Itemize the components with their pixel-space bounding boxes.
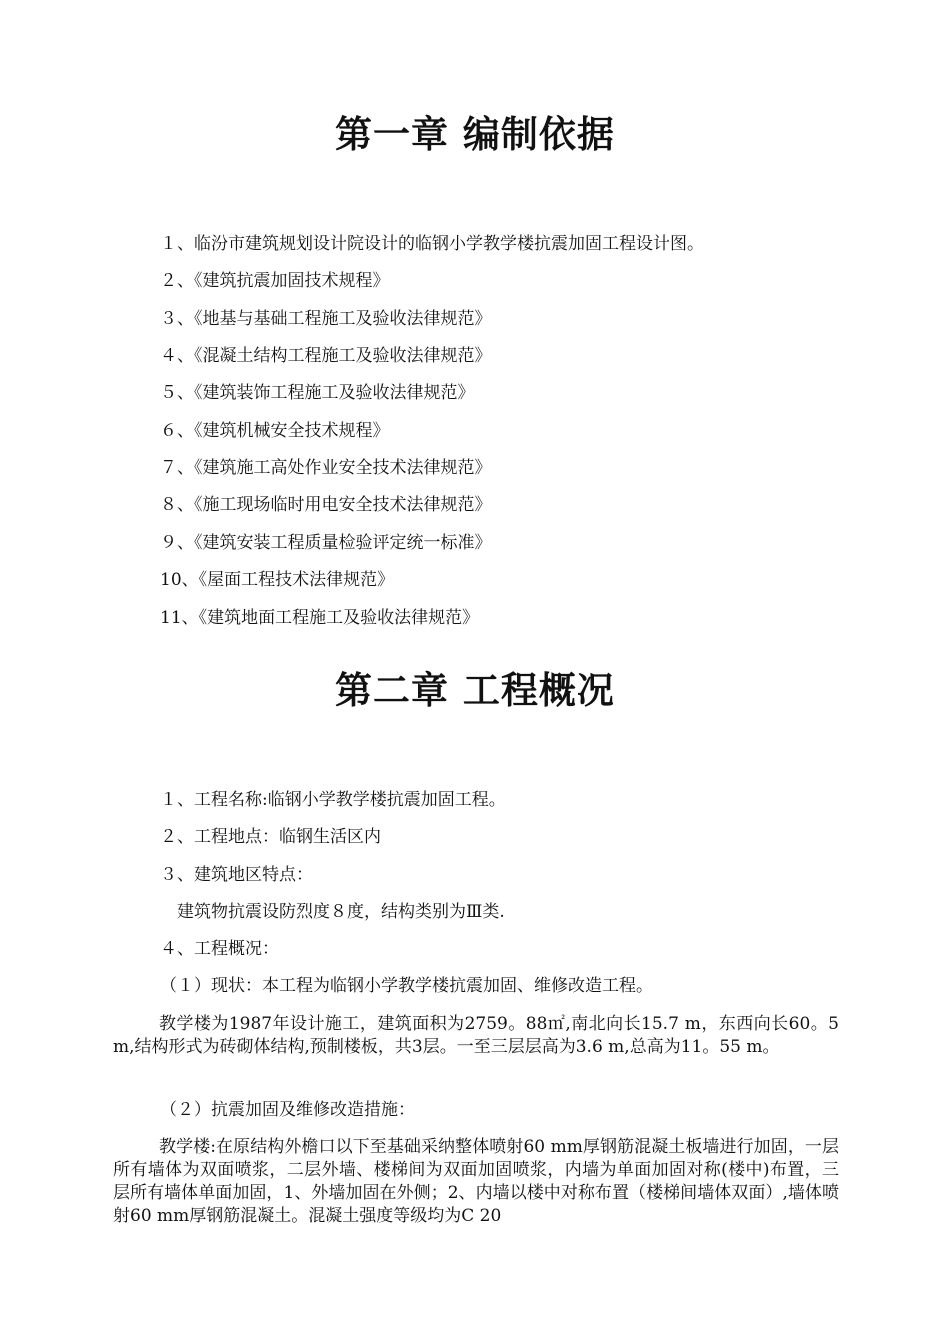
measures-heading: （２）抗震加固及维修改造措施： — [160, 1100, 415, 1120]
basis-item-2: ２、《建筑抗震加固技术规程》 — [160, 271, 390, 291]
project-name: １、工程名称:临钢小学教学楼抗震加固工程。 — [160, 790, 506, 810]
basis-item-9: ９、《建筑安装工程质量检验评定统一标准》 — [160, 533, 492, 553]
basis-item-10: 10、《屋面工程技术法律规范》 — [160, 570, 395, 590]
basis-item-3: ３、《地基与基础工程施工及验收法律规范》 — [160, 309, 492, 329]
seismic-info: 建筑物抗震设防烈度８度，结构类别为Ⅲ类. — [177, 902, 505, 922]
chapter-2-title: 第二章 工程概况 — [335, 669, 615, 712]
status-line: （１）现状：本工程为临钢小学教学楼抗震加固、维修改造工程。 — [160, 976, 653, 996]
basis-item-11: 11、《建筑地面工程施工及验收法律规范》 — [160, 608, 480, 628]
basis-item-6: ６、《建筑机械安全技术规程》 — [160, 421, 390, 441]
basis-item-8: ８、《施工现场临时用电安全技术法律规范》 — [160, 495, 492, 515]
overview-heading: ４、工程概况： — [160, 939, 279, 959]
basis-item-1: １、临汾市建筑规划设计院设计的临钢小学教学楼抗震加固工程设计图。 — [160, 234, 704, 254]
chapter-1-title: 第一章 编制依据 — [335, 113, 615, 156]
reinforcement-description: 教学楼:在原结构外檐口以下至基础采纳整体喷射60 mm厚钢筋混凝土板墙进行加固，一层所有墙体为双面喷浆，二层外墙、楼梯间为双面加固喷浆，内墙为单面加固对称(楼中)布置，三层所有墙体单面加固，1、外墙加固在外侧；2、内墙以楼中对称布置（楼梯间墙体双面）,墙体喷射60 mm厚钢筋混凝土。混凝土强度等级均为C 20 — [113, 1137, 839, 1226]
basis-item-4: ４、《混凝土结构工程施工及验收法律规范》 — [160, 346, 492, 366]
region-heading: ３、建筑地区特点： — [160, 865, 313, 885]
basis-item-5: ５、《建筑装饰工程施工及验收法律规范》 — [160, 383, 475, 403]
building-description: 教学楼为1987年设计施工，建筑面积为2759。88㎡,南北向长15.7 m，东西向长60。5 m,结构形式为砖砌体结构,预制楼板，共3层。一至三层层高为3.6 m,总高为11。55 m。 — [113, 1014, 839, 1057]
basis-item-7: ７、《建筑施工高处作业安全技术法律规范》 — [160, 458, 492, 478]
project-location: ２、工程地点：临钢生活区内 — [160, 827, 381, 847]
